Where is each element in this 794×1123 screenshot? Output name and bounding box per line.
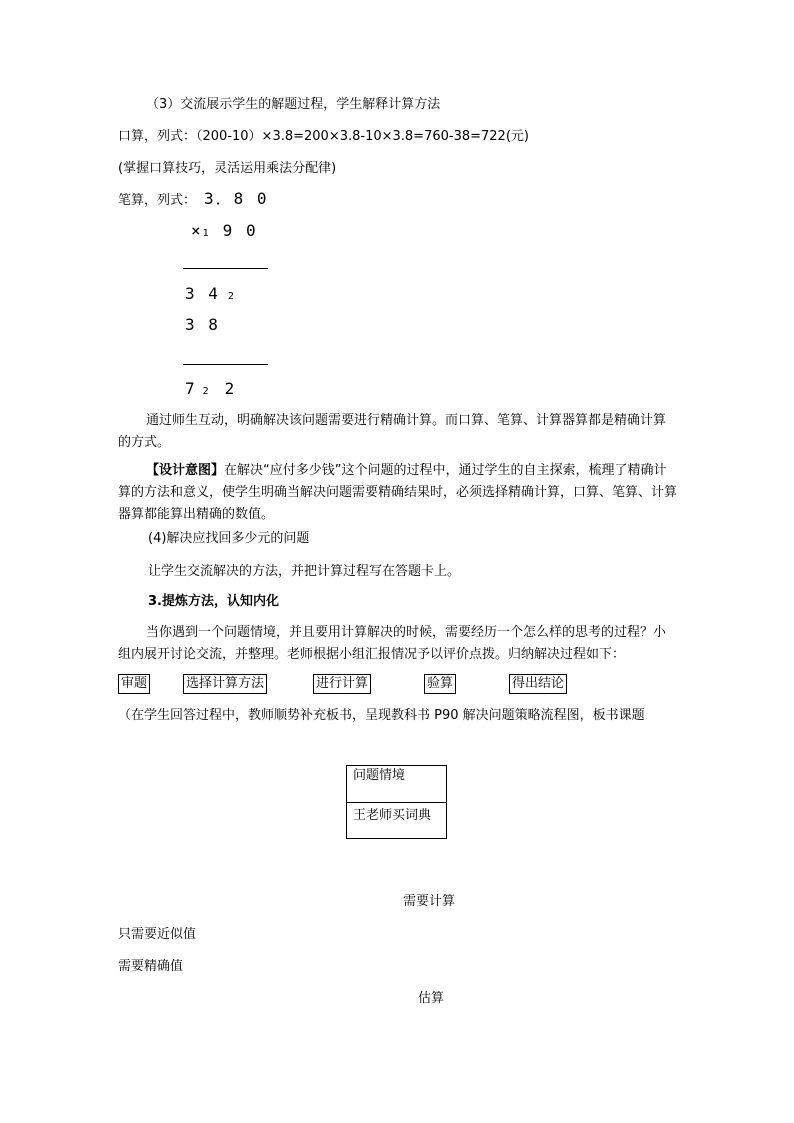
- result-digit-a: 7: [185, 379, 195, 398]
- flow-step-1: 审题: [118, 674, 150, 694]
- refine-paragraph: 当你遇到一个问题情境，并且要用计算解决的时候，需要经历一个怎么样的思考的过程？小组内展开讨论交流，并整理。老师根据小组汇报情况予以评价点拨。归纳解决过程如下：: [118, 625, 667, 662]
- partial-product-1-small: 2: [227, 291, 234, 302]
- vertical-calc-line-4: 3 8: [185, 315, 220, 334]
- design-intent-paragraph: [118, 460, 678, 526]
- calc-rule-2: [183, 364, 268, 365]
- box-bottom-label: 王老师买词典: [353, 808, 432, 823]
- multiplier-digits: 9 0: [222, 221, 258, 240]
- partial-product-1: 3 4: [185, 284, 220, 303]
- section-4-text: 让学生交流解决的方法，并把计算过程写在答题卡上。: [148, 564, 461, 579]
- vertical-calc-line-2: [191, 222, 258, 243]
- oral-calculation-note: (掌握口算技巧，灵活运用乘法分配律): [118, 161, 337, 176]
- refine-heading: 3.提炼方法，认知内化: [148, 594, 279, 609]
- flow-step-5: 得出结论: [509, 674, 567, 694]
- estimate-label: 估算: [418, 991, 445, 1006]
- need-calculation-label: 需要计算: [403, 894, 456, 909]
- approximate-value-label: 只需要近似值: [118, 927, 197, 942]
- section-3-heading: （3）交流展示学生的解题过程，学生解释计算方法: [146, 97, 441, 112]
- vertical-calc-result: [185, 380, 234, 401]
- vertical-calc-line-1: 3．8 0: [204, 189, 269, 208]
- carry-digit: 1: [202, 228, 209, 239]
- exact-value-label: 需要精确值: [118, 959, 184, 974]
- written-calculation-label: 笔算，列式：: [118, 193, 197, 208]
- flow-step-2: 选择计算方法: [183, 674, 267, 694]
- problem-situation-box: [346, 765, 447, 839]
- vertical-calc-line-3: [185, 285, 234, 306]
- board-note: （在学生回答过程中，教师顺势补充板书，呈现教科书 P90 解决问题策略流程图，板书课题: [118, 708, 645, 723]
- box-top-label: 问题情境: [347, 766, 446, 803]
- flow-step-4: 验算: [424, 674, 456, 694]
- interaction-paragraph: 通过师生互动，明确解决该问题需要进行精确计算。而口算、笔算、计算器算都是精确计算的方式。: [118, 413, 667, 450]
- design-intent-text: 在解决“应付多少钱”这个问题的过程中，通过学生的自主探索，梳理了精确计算的方法和意义，使学生明确当解决问题需要精确结果时，必须选择精确计算，口算、笔算、计算器算都能算出精确的数值。: [118, 463, 678, 522]
- result-digit-b: 2: [224, 379, 235, 398]
- result-small: 2: [202, 386, 209, 397]
- section-4-heading: (4)解决应找回多少元的问题: [148, 531, 310, 546]
- oral-calculation: 口算，列式：（200-10）×3.8=200×3.8-10×3.8=760-38=722(元): [118, 129, 529, 144]
- calc-rule-1: [183, 268, 268, 269]
- design-intent-label: 【设计意图】: [146, 463, 225, 478]
- flow-step-3: 进行计算: [313, 674, 371, 694]
- multiply-sign: ×: [191, 221, 201, 240]
